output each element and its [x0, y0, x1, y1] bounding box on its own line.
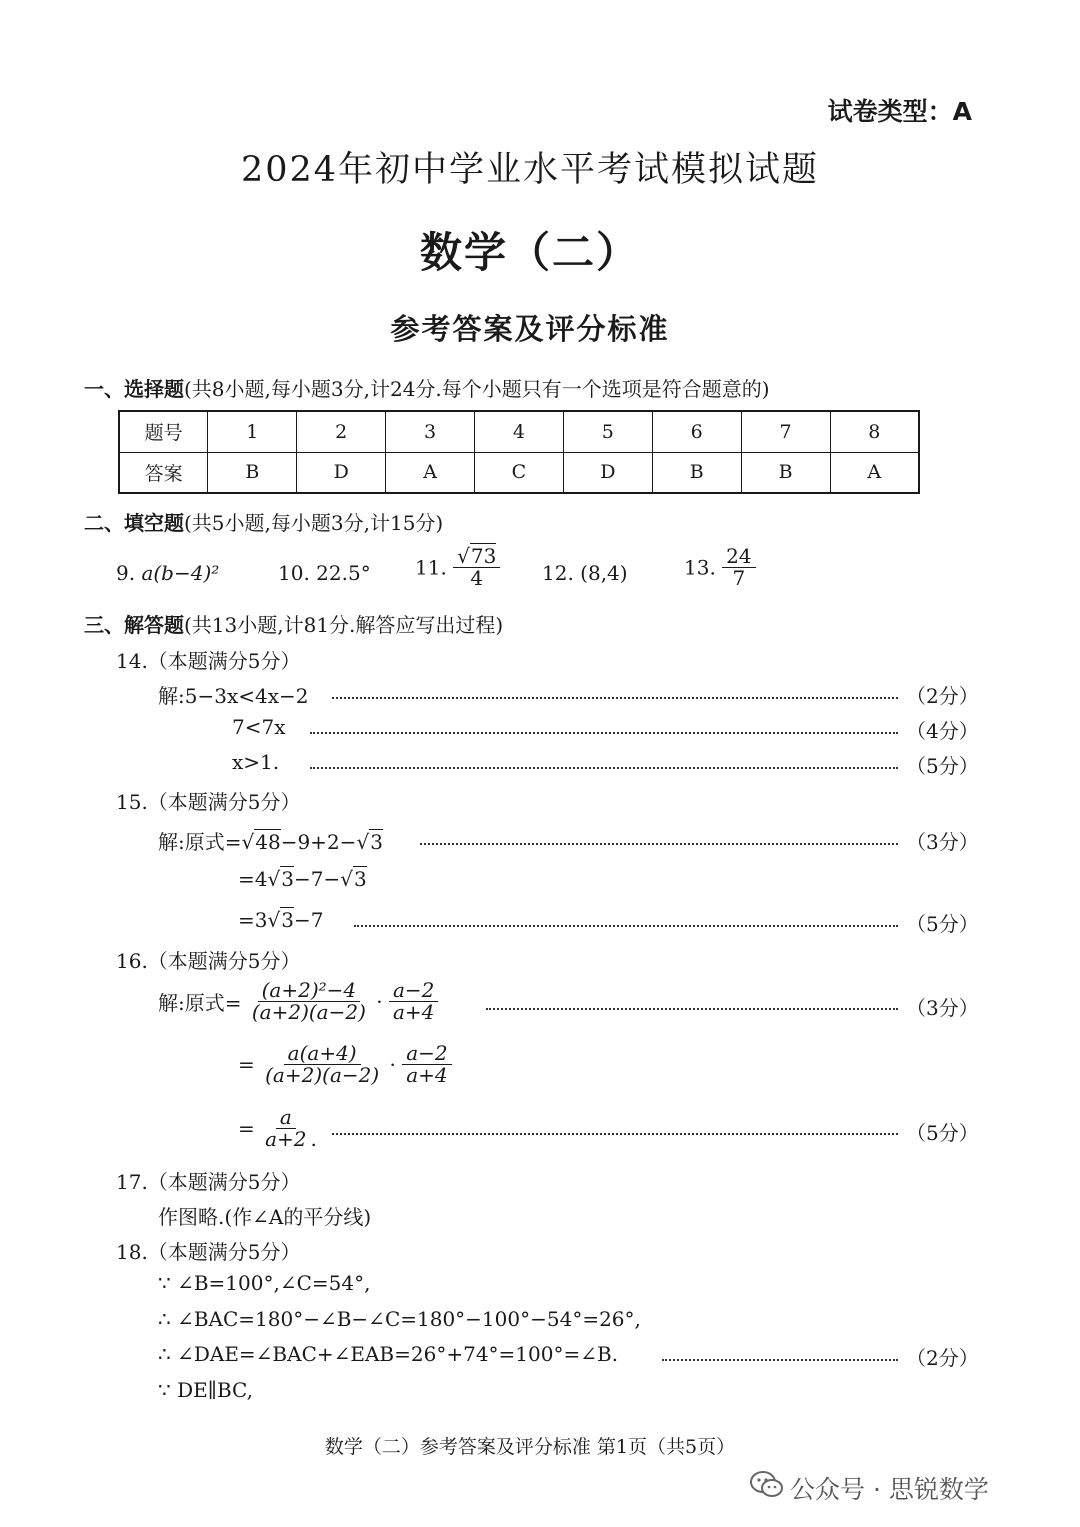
denominator: a+4 — [392, 1000, 435, 1024]
table-cell: 6 — [652, 411, 741, 452]
table-cell: 2 — [297, 411, 386, 452]
question-18-heading: 18.（本题满分5分） — [116, 1240, 301, 1264]
numerator: 24 — [722, 546, 755, 568]
radicand: 73 — [470, 544, 497, 568]
q15-step-3: =3√3−7 — [238, 908, 324, 932]
radicand: 3 — [281, 908, 294, 932]
fraction — [722, 546, 755, 589]
fill-answer-13 — [684, 546, 756, 589]
dotted-leader — [310, 767, 898, 769]
fraction — [453, 546, 500, 589]
multiply-dot: · — [389, 1052, 396, 1077]
table-row — [119, 452, 919, 493]
q14-step-3: x>1. — [232, 750, 280, 774]
question-number: 10. — [278, 561, 310, 585]
denominator: 4 — [470, 566, 484, 590]
expr-text: =4 — [238, 867, 268, 891]
question-16-heading: 16.（本题满分5分） — [116, 949, 301, 973]
fill-answer-11 — [415, 546, 500, 589]
radicand: 48 — [255, 830, 281, 854]
score-mark: （5分） — [906, 912, 979, 936]
question-15-heading: 15.（本题满分5分） — [116, 790, 301, 814]
table-cell: 4 — [475, 411, 564, 452]
q17-step-1: 作图略.(作∠A的平分线) — [158, 1205, 372, 1229]
table-cell: 8 — [830, 411, 919, 452]
paper-type: 试卷类型：A — [827, 97, 972, 126]
dotted-leader — [420, 843, 898, 845]
score-mark: （5分） — [906, 1121, 979, 1145]
fill-answer-9 — [116, 561, 219, 585]
table-cell: 3 — [386, 411, 475, 452]
question-number: 9. — [116, 561, 136, 585]
row-label: 答案 — [119, 452, 208, 493]
table-row — [119, 411, 919, 452]
section2-heading — [84, 507, 443, 536]
q15-step-1: 解:原式=√48−9+2−√3 — [158, 830, 383, 854]
q14-step-1: 解:5−3x<4x−2 — [158, 684, 309, 708]
table-cell: D — [563, 452, 652, 493]
page-footer: 数学（二）参考答案及评分标准 第1页（共5页） — [324, 1436, 736, 1458]
section1-heading — [84, 373, 770, 402]
table-cell: A — [830, 452, 919, 493]
expr-text: . — [310, 1127, 317, 1151]
table-cell: B — [741, 452, 830, 493]
question-17-heading: 17.（本题满分5分） — [116, 1170, 301, 1194]
question-number: 11. — [415, 555, 447, 580]
radicand: 3 — [370, 830, 383, 854]
denominator: a+4 — [406, 1063, 448, 1087]
dotted-leader — [486, 1008, 898, 1010]
row-label: 题号 — [119, 411, 208, 452]
table-cell: 1 — [208, 411, 297, 452]
fill-answer-12 — [542, 561, 628, 585]
choice-answer-table — [118, 410, 920, 494]
q16-step-1 — [158, 980, 438, 1023]
radicand: 3 — [353, 867, 367, 891]
q16-step-3 — [238, 1107, 317, 1151]
question-number: 13. — [684, 555, 716, 580]
expr-text: −9+2− — [280, 830, 357, 854]
wechat-icon — [750, 1470, 784, 1504]
score-mark: （2分） — [906, 684, 979, 708]
expr-text: 解:原式= — [158, 830, 242, 854]
fraction — [389, 980, 438, 1023]
answer-key-title: 参考答案及评分标准 — [390, 312, 670, 346]
fraction — [402, 1043, 451, 1086]
denominator: 7 — [732, 566, 746, 590]
expr-text: 解:原式= — [158, 991, 242, 1015]
subject-title: 数学（二） — [419, 228, 640, 277]
answer-value: (8,4) — [580, 561, 628, 585]
dotted-leader — [332, 697, 898, 699]
numerator: √73 — [453, 546, 500, 568]
fraction — [248, 980, 370, 1023]
q15-step-2: =4√3−7−√3 — [238, 867, 367, 891]
table-cell: B — [652, 452, 741, 493]
watermark-text: 公众号 · 思锐数学 — [790, 1475, 989, 1504]
q18-step-3: ∴ ∠DAE=∠BAC+∠EAB=26°+74°=100°=∠B. — [158, 1342, 619, 1366]
dotted-leader — [332, 1133, 898, 1135]
table-cell: B — [208, 452, 297, 493]
score-mark: （5分） — [906, 754, 979, 778]
answer-value: a(b−4)² — [141, 561, 220, 585]
section3-heading — [84, 609, 503, 638]
table-cell: C — [475, 452, 564, 493]
dotted-leader — [662, 1359, 898, 1361]
answer-value: 22.5° — [316, 561, 371, 585]
q18-step-2: ∴ ∠BAC=180°−∠B−∠C=180°−100°−54°=26°, — [158, 1307, 641, 1331]
section3-label: 三、解答题 — [84, 613, 184, 637]
q16-step-2 — [238, 1043, 452, 1086]
dotted-leader — [310, 732, 898, 734]
expr-text: = — [238, 1116, 255, 1141]
table-cell: 7 — [741, 411, 830, 452]
expr-text: = — [238, 1052, 255, 1077]
radicand: 3 — [281, 867, 294, 891]
numerator: a−2 — [402, 1043, 451, 1065]
fraction — [261, 1043, 383, 1086]
expr-text: −7− — [293, 867, 341, 891]
numerator: (a+2)²−4 — [258, 980, 361, 1002]
section3-note: (共13小题,计81分.解答应写出过程) — [184, 613, 504, 637]
table-cell: D — [297, 452, 386, 493]
denominator: a+2 — [265, 1127, 307, 1151]
exam-title: 2024年初中学业水平考试模拟试题 — [240, 150, 820, 190]
section1-label: 一、选择题 — [84, 377, 184, 401]
score-mark: （3分） — [906, 996, 979, 1020]
q14-step-2: 7<7x — [232, 715, 286, 739]
table-cell: A — [386, 452, 475, 493]
denominator: (a+2)(a−2) — [251, 1000, 366, 1024]
table-cell: 5 — [563, 411, 652, 452]
question-number: 12. — [542, 561, 574, 585]
numerator: a(a+4) — [284, 1043, 361, 1065]
numerator: a−2 — [389, 980, 438, 1002]
numerator: a — [276, 1107, 296, 1129]
denominator: (a+2)(a−2) — [265, 1063, 380, 1087]
dotted-leader — [354, 925, 898, 927]
expr-text: −7 — [293, 908, 324, 932]
section1-note: (共8小题,每小题3分,计24分.每个小题只有一个选项是符合题意的) — [184, 377, 770, 401]
score-mark: （2分） — [906, 1346, 979, 1370]
section2-label: 二、填空题 — [84, 511, 184, 535]
score-mark: （3分） — [906, 830, 979, 854]
multiply-dot: · — [376, 989, 383, 1014]
question-14-heading: 14.（本题满分5分） — [116, 649, 301, 673]
fraction — [261, 1107, 310, 1150]
fill-answer-10 — [278, 561, 371, 585]
score-mark: （4分） — [906, 719, 979, 743]
expr-text: =3 — [238, 908, 268, 932]
q18-step-1: ∵ ∠B=100°,∠C=54°, — [158, 1271, 371, 1295]
q18-step-4: ∵ DE∥BC, — [158, 1378, 253, 1402]
section2-note: (共5小题,每小题3分,计15分) — [184, 511, 444, 535]
